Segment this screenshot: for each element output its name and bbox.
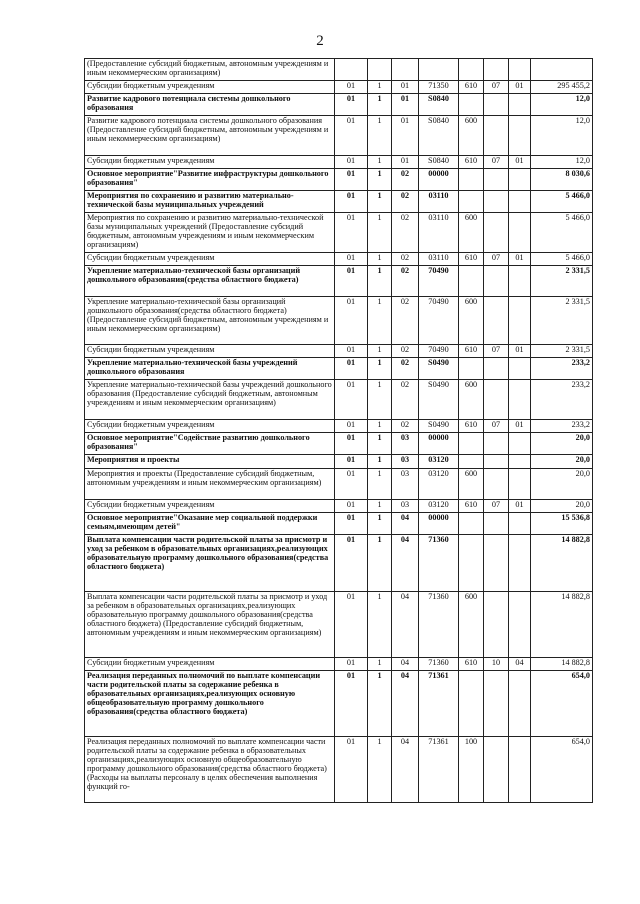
table-row (85, 433, 593, 455)
code-vr: 100 (459, 737, 484, 803)
amount: 654,0 (531, 671, 593, 737)
code-section: 07 (484, 345, 509, 358)
code-target: 71361 (419, 671, 459, 737)
code-section (484, 513, 509, 535)
code-1: 01 (335, 345, 368, 358)
amount: 2 331,5 (531, 345, 593, 358)
code-1: 01 (335, 420, 368, 433)
code-vr (459, 358, 484, 380)
code-target: 03110 (419, 213, 459, 253)
code-section: 10 (484, 658, 509, 671)
code-vr: 610 (459, 156, 484, 169)
code-2: 1 (368, 433, 392, 455)
code-section (484, 213, 509, 253)
code-vr: 600 (459, 380, 484, 420)
code-3: 01 (392, 116, 419, 156)
amount: 5 466,0 (531, 213, 593, 253)
amount: 295 455,2 (531, 81, 593, 94)
code-1: 01 (335, 380, 368, 420)
code-vr: 600 (459, 116, 484, 156)
amount: 233,2 (531, 420, 593, 433)
code-target: 71350 (419, 81, 459, 94)
code-1: 01 (335, 156, 368, 169)
table-row (85, 671, 593, 737)
code-section (484, 59, 509, 81)
amount: 2 331,5 (531, 266, 593, 297)
amount: 654,0 (531, 737, 593, 803)
table-row (85, 266, 593, 297)
table-row (85, 345, 593, 358)
code-3: 03 (392, 433, 419, 455)
code-subsection (509, 380, 531, 420)
code-2: 1 (368, 266, 392, 297)
code-3: 02 (392, 358, 419, 380)
code-target: 00000 (419, 513, 459, 535)
row-name: Укрепление материально-технической базы организаций дошкольного образования(средства областного бюджета) (85, 266, 335, 297)
amount: 20,0 (531, 433, 593, 455)
code-target: 03120 (419, 500, 459, 513)
row-name: Основное мероприятие"Оказание мер социальной поддержки семьям,имеющим детей" (85, 513, 335, 535)
code-2: 1 (368, 345, 392, 358)
code-target: S0840 (419, 116, 459, 156)
code-target: 03110 (419, 191, 459, 213)
code-section (484, 169, 509, 191)
amount: 20,0 (531, 455, 593, 469)
code-section (484, 535, 509, 592)
code-2: 1 (368, 469, 392, 500)
row-name: Выплата компенсации части родительской платы за присмотр и уход за ребенком в образовательных организациях,реализующих образовательную программу дошкольного образования(средства областного бюджета) (Предоставление субсидий бюджетным, автономным учреждениям и иным некоммерческим организациям) (85, 592, 335, 658)
code-vr (459, 191, 484, 213)
row-name: Мероприятия и проекты (Предоставление субсидий бюджетным, автономным учреждениям и иным некоммерческим организациям) (85, 469, 335, 500)
code-subsection (509, 737, 531, 803)
code-1: 01 (335, 737, 368, 803)
code-subsection (509, 469, 531, 500)
code-subsection: 01 (509, 345, 531, 358)
code-section (484, 297, 509, 345)
code-vr: 610 (459, 345, 484, 358)
row-name: Мероприятия и проекты (85, 455, 335, 469)
code-vr (459, 59, 484, 81)
table-row (85, 380, 593, 420)
code-target: S0490 (419, 380, 459, 420)
code-section: 07 (484, 500, 509, 513)
row-name: Укрепление материально-технической базы учреждений дошкольного образования (Предоставление субсидий бюджетным, автономным учреждениям и иным некоммерческим организациям) (85, 380, 335, 420)
amount: 20,0 (531, 500, 593, 513)
code-target: S0840 (419, 94, 459, 116)
table-row (85, 297, 593, 345)
code-2: 1 (368, 213, 392, 253)
code-1: 01 (335, 266, 368, 297)
code-1: 01 (335, 592, 368, 658)
code-subsection (509, 59, 531, 81)
code-subsection: 01 (509, 253, 531, 266)
table-row (85, 116, 593, 156)
code-1: 01 (335, 297, 368, 345)
code-subsection (509, 433, 531, 455)
code-2: 1 (368, 592, 392, 658)
code-subsection (509, 297, 531, 345)
code-subsection (509, 266, 531, 297)
code-section (484, 737, 509, 803)
code-target: 03120 (419, 469, 459, 500)
code-1: 01 (335, 81, 368, 94)
row-name: Основное мероприятие"Развитие инфраструктуры дошкольного образования" (85, 169, 335, 191)
code-3: 02 (392, 345, 419, 358)
code-target: 70490 (419, 297, 459, 345)
budget-table (84, 58, 593, 803)
code-1: 01 (335, 513, 368, 535)
code-target: S0490 (419, 420, 459, 433)
code-section (484, 380, 509, 420)
table-row (85, 59, 593, 81)
page-number: 2 (316, 33, 324, 49)
code-subsection: 04 (509, 658, 531, 671)
code-3: 04 (392, 535, 419, 592)
code-1: 01 (335, 116, 368, 156)
table-row (85, 213, 593, 253)
code-target: 71360 (419, 658, 459, 671)
code-subsection (509, 358, 531, 380)
code-section (484, 592, 509, 658)
code-target: 00000 (419, 169, 459, 191)
code-subsection: 01 (509, 500, 531, 513)
amount: 14 882,8 (531, 535, 593, 592)
code-3: 03 (392, 469, 419, 500)
code-3: 03 (392, 455, 419, 469)
table-row (85, 81, 593, 94)
code-1: 01 (335, 213, 368, 253)
code-2: 1 (368, 297, 392, 345)
table-row (85, 94, 593, 116)
code-section (484, 433, 509, 455)
code-1: 01 (335, 191, 368, 213)
code-vr: 610 (459, 253, 484, 266)
code-subsection: 01 (509, 420, 531, 433)
row-name: Основное мероприятие"Содействие развитию дошкольного образования" (85, 433, 335, 455)
code-1: 01 (335, 671, 368, 737)
table-row (85, 191, 593, 213)
table-row (85, 592, 593, 658)
code-2: 1 (368, 156, 392, 169)
table-row (85, 513, 593, 535)
table-row (85, 358, 593, 380)
table-row (85, 156, 593, 169)
code-3: 02 (392, 266, 419, 297)
row-name: Реализация переданных полномочий по выплате компенсации части родительской платы за содержание ребенка в образовательных организациях,реализующих основную общеобразовательную программу дошкольного образования(средства областного бюджета) (85, 671, 335, 737)
code-vr: 610 (459, 658, 484, 671)
code-vr: 610 (459, 500, 484, 513)
code-3: 04 (392, 513, 419, 535)
code-vr (459, 169, 484, 191)
code-2 (368, 59, 392, 81)
code-3: 02 (392, 297, 419, 345)
row-name: Укрепление материально-технической базы организаций дошкольного образования(средства областного бюджета) (Предоставление субсидий бюджетным, автономным учреждениям и иным некоммерческим организациям) (85, 297, 335, 345)
amount: 20,0 (531, 469, 593, 500)
code-section (484, 94, 509, 116)
code-section (484, 191, 509, 213)
code-subsection (509, 455, 531, 469)
amount: 233,2 (531, 358, 593, 380)
row-name: Субсидии бюджетным учреждениям (85, 345, 335, 358)
code-section: 07 (484, 81, 509, 94)
code-subsection (509, 671, 531, 737)
code-3: 04 (392, 671, 419, 737)
code-3: 01 (392, 81, 419, 94)
row-name: Выплата компенсации части родительской платы за присмотр и уход за ребенком в образовательных организациях,реализующих образовательную программу дошкольного образования(средства областного бюджета) (85, 535, 335, 592)
row-name: Укрепление материально-технической базы учреждений дошкольного образования (85, 358, 335, 380)
code-target: 71361 (419, 737, 459, 803)
code-section (484, 358, 509, 380)
code-2: 1 (368, 535, 392, 592)
code-section (484, 469, 509, 500)
code-2: 1 (368, 191, 392, 213)
amount: 233,2 (531, 380, 593, 420)
code-2: 1 (368, 455, 392, 469)
code-vr: 600 (459, 469, 484, 500)
code-1: 01 (335, 500, 368, 513)
code-vr (459, 671, 484, 737)
code-3: 02 (392, 191, 419, 213)
code-2: 1 (368, 671, 392, 737)
code-subsection (509, 513, 531, 535)
table-row (85, 169, 593, 191)
code-2: 1 (368, 513, 392, 535)
table-row (85, 737, 593, 803)
table-row (85, 658, 593, 671)
code-vr: 610 (459, 420, 484, 433)
row-name: Субсидии бюджетным учреждениям (85, 420, 335, 433)
row-name: Развитие кадрового потенциала системы дошкольного образования (Предоставление субсидий бюджетным, автономным учреждениям и иным некоммерческим организациям) (85, 116, 335, 156)
code-target: S0840 (419, 156, 459, 169)
amount (531, 59, 593, 81)
code-3: 01 (392, 94, 419, 116)
code-target: 00000 (419, 433, 459, 455)
amount: 12,0 (531, 156, 593, 169)
code-1: 01 (335, 253, 368, 266)
code-3: 04 (392, 592, 419, 658)
code-1 (335, 59, 368, 81)
code-2: 1 (368, 169, 392, 191)
code-3: 02 (392, 213, 419, 253)
code-1: 01 (335, 358, 368, 380)
code-subsection (509, 213, 531, 253)
code-vr (459, 266, 484, 297)
amount: 12,0 (531, 94, 593, 116)
code-2: 1 (368, 358, 392, 380)
amount: 14 882,8 (531, 592, 593, 658)
code-target: 03110 (419, 253, 459, 266)
code-3: 02 (392, 253, 419, 266)
code-vr (459, 513, 484, 535)
code-1: 01 (335, 433, 368, 455)
code-subsection (509, 535, 531, 592)
code-target: 70490 (419, 345, 459, 358)
code-subsection: 01 (509, 81, 531, 94)
code-3: 04 (392, 737, 419, 803)
code-target: 03120 (419, 455, 459, 469)
code-2: 1 (368, 737, 392, 803)
code-vr (459, 455, 484, 469)
row-name: Субсидии бюджетным учреждениям (85, 81, 335, 94)
code-vr (459, 535, 484, 592)
table-row (85, 455, 593, 469)
code-1: 01 (335, 535, 368, 592)
code-target: 71360 (419, 535, 459, 592)
table-row (85, 420, 593, 433)
code-3: 04 (392, 658, 419, 671)
row-name: Субсидии бюджетным учреждениям (85, 253, 335, 266)
row-name: Мероприятия по сохранению и развитию материально-технической базы муниципальных учреждений (85, 191, 335, 213)
code-section: 07 (484, 253, 509, 266)
row-name: Субсидии бюджетным учреждениям (85, 156, 335, 169)
code-subsection (509, 191, 531, 213)
code-3 (392, 59, 419, 81)
code-2: 1 (368, 658, 392, 671)
amount: 5 466,0 (531, 191, 593, 213)
code-subsection (509, 169, 531, 191)
code-vr: 600 (459, 297, 484, 345)
code-section (484, 116, 509, 156)
code-section: 07 (484, 420, 509, 433)
code-2: 1 (368, 420, 392, 433)
code-vr (459, 433, 484, 455)
code-subsection (509, 116, 531, 156)
code-3: 02 (392, 420, 419, 433)
row-name: (Предоставление субсидий бюджетным, автономным учреждениям и иным некоммерческим организациям) (85, 59, 335, 81)
code-vr: 600 (459, 213, 484, 253)
amount: 12,0 (531, 116, 593, 156)
code-1: 01 (335, 169, 368, 191)
table-row (85, 469, 593, 500)
code-2: 1 (368, 380, 392, 420)
code-section (484, 455, 509, 469)
amount: 14 882,8 (531, 658, 593, 671)
code-subsection (509, 94, 531, 116)
code-3: 03 (392, 500, 419, 513)
code-1: 01 (335, 94, 368, 116)
row-name: Развитие кадрового потенциала системы дошкольного образования (85, 94, 335, 116)
code-subsection (509, 592, 531, 658)
code-target: S0490 (419, 358, 459, 380)
row-name: Мероприятия по сохранению и развитию материально-технической базы муниципальных учреждений (Предоставление субсидий бюджетным, автономным учреждениям и иным некоммерческим организациям) (85, 213, 335, 253)
code-3: 01 (392, 156, 419, 169)
amount: 2 331,5 (531, 297, 593, 345)
table-row (85, 535, 593, 592)
code-target (419, 59, 459, 81)
row-name: Реализация переданных полномочий по выплате компенсации части родительской платы за содержание ребенка в образовательных организациях,реализующих основную общеобразовательную программу дошкольного образования(средства областного бюджета) (Расходы на выплаты персоналу в целях обеспечения выполнения функций го- (85, 737, 335, 803)
code-section (484, 266, 509, 297)
code-1: 01 (335, 455, 368, 469)
code-1: 01 (335, 658, 368, 671)
table-row (85, 500, 593, 513)
code-vr: 610 (459, 81, 484, 94)
code-section (484, 671, 509, 737)
code-subsection: 01 (509, 156, 531, 169)
code-section: 07 (484, 156, 509, 169)
code-target: 71360 (419, 592, 459, 658)
code-3: 02 (392, 380, 419, 420)
code-target: 70490 (419, 266, 459, 297)
code-2: 1 (368, 500, 392, 513)
amount: 15 536,8 (531, 513, 593, 535)
row-name: Субсидии бюджетным учреждениям (85, 500, 335, 513)
code-2: 1 (368, 253, 392, 266)
amount: 8 030,6 (531, 169, 593, 191)
code-2: 1 (368, 81, 392, 94)
amount: 5 466,0 (531, 253, 593, 266)
code-3: 02 (392, 169, 419, 191)
table-row (85, 253, 593, 266)
code-vr (459, 94, 484, 116)
row-name: Субсидии бюджетным учреждениям (85, 658, 335, 671)
budget-table-body (85, 59, 593, 803)
code-2: 1 (368, 94, 392, 116)
code-vr: 600 (459, 592, 484, 658)
code-1: 01 (335, 469, 368, 500)
code-2: 1 (368, 116, 392, 156)
